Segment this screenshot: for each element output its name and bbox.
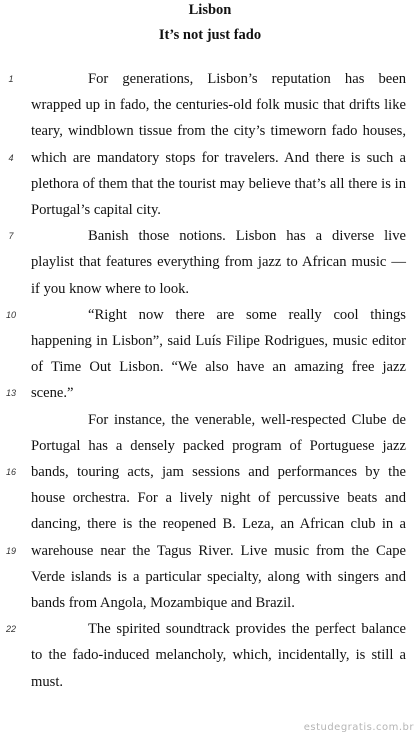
line-number: 22 — [5, 624, 16, 635]
paragraph: For instance, the venerable, well-respected Clube de Portugal has a densely packed program of Portuguese jazz bands, touring acts, jam sessions and performances by the house orchestra. For a lively night of percussive beats and dancing, there is the reopened B. Leza, an African club in a warehouse near the Tagus River. Live music from the Cape Verde islands is a particular specialty, along with singers and bands from Angola, Mozambique and Brazil. — [31, 411, 406, 612]
site-watermark: estudegratis.com.br — [303, 722, 414, 733]
line-number: 16 — [5, 467, 16, 477]
line-number: 1 — [8, 74, 14, 84]
line-number: 4 — [8, 152, 14, 163]
line-number: 7 — [8, 231, 14, 242]
line-number: 13 — [5, 388, 16, 399]
paragraph: “Right now there are some really cool things happening in Lisbon”, said Luís Filipe Rodrigues, music editor of Time Out Lisbon. “We also have an amazing free jazz scene.” — [31, 306, 406, 402]
paragraph: Banish those notions. Lisbon has a diverse live playlist that features everything from jazz to African music — if you know where to look. — [31, 228, 406, 297]
line-number: 10 — [5, 309, 16, 320]
document-title: Lisbon — [188, 2, 232, 18]
article-body — [31, 66, 406, 695]
paragraph: For generations, Lisbon’s reputation has been wrapped up in fado, the centuries-old folk music that drifts like teary, windblown tissue from the city’s timeworn fado houses, which are mandatory stops for travelers. And there is such a plethora of them that the tourist may believe that’s all there is in Portugal’s capital city. — [31, 71, 406, 219]
document-subtitle: It’s not just fado — [158, 27, 262, 43]
line-number: 19 — [5, 545, 16, 556]
paragraph: The spirited soundtrack provides the perfect balance to the fado-induced melancholy, which, incidentally, is still a must. — [31, 621, 406, 690]
